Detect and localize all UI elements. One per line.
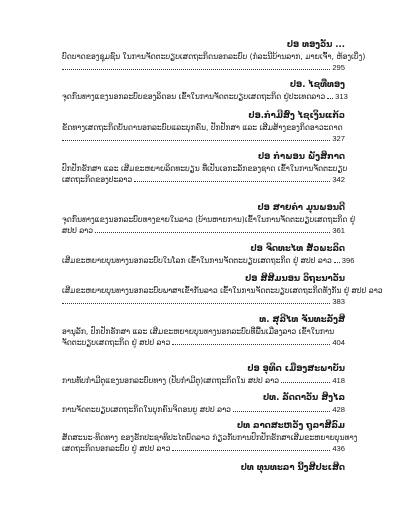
- entry-title: ເສີມຂະຫຍາຍບຸນທາງນອກລະບົບໃນໂລກ ເຂົ້າໃນການຈັດຕະບຽບເສດຖະກິດ ຢູ່ ສປປ ລາວ: [62, 256, 332, 265]
- entry-title: ຈຸດກົນທາງແຂງນອກລະບົບຂອງລິດອນ ເຂົ້າໃນການຈັດຕະບຽບເສດຖະກິດ ຢູ່ປະເທດລາວ: [62, 92, 326, 101]
- entry-author: ປທ ລາດສະຫວັງ ຖູລາສີລົມ: [236, 421, 345, 431]
- entry-title-cont: ເສດຖະກິດນອກລະບົບ ຢູ່ ສປປ ລາວ: [62, 444, 171, 453]
- entry-page-number: 383: [332, 297, 345, 306]
- dot-leader: [62, 140, 330, 141]
- entry-page-number: 313: [335, 92, 348, 101]
- entry-author: ປທ. ລັດດາວັນ ສິງໄລ: [262, 393, 345, 403]
- entry-author: ປອ ຈິດທະໄທ ສັວພະລິດ: [250, 244, 345, 254]
- entry-page-row: [62, 62, 345, 73]
- entry-page-number: 436: [332, 444, 345, 453]
- dot-leader: [95, 232, 330, 233]
- dot-leader: [233, 411, 330, 412]
- entry-page-row: [62, 296, 345, 307]
- toc-entry: [62, 203, 356, 236]
- entry-title: ການທັບກໍາມີຕູແຂງນອກລະບົບທາງ (ປັບກໍາມີຕູ)ເສດຖະກິດໃນ ສປປ ລາວ: [62, 376, 280, 385]
- dot-leader: [134, 181, 330, 182]
- entry-page-number: 295: [332, 63, 345, 72]
- entry-author: ປອ. ໄຊທີ່ທອງ: [289, 80, 345, 90]
- entry-title: ຂັດທາງເສດຖະກິດບັນດານອກລະບົບແລະບຸກຄົນ, ປັກປັກສາ ແລະ ເສີມສ້າງຂອງກິດອາວະດາດ: [62, 123, 343, 132]
- entry-author: ປອ.ກໍາມີສົງ ໄຊເງິນແກ້ວ: [248, 111, 345, 121]
- dot-leader: [62, 303, 330, 304]
- entry-page-number: 396: [341, 256, 355, 265]
- toc-entry: [62, 463, 345, 474]
- entry-title: ປົກປັກຮັກສາ ແລະ ເສີມຂະຫຍາຍລິດທະບຽນ ທີ່ເປັນເອກະລັກຂອງຊາດ ເຂົ້າໃນການຈັດຕະບຽບ: [62, 164, 348, 173]
- toc-entry: [62, 421, 358, 454]
- entry-page-number: 418: [332, 376, 345, 385]
- entry-title-row: [62, 225, 345, 236]
- toc-entry: [62, 244, 355, 266]
- dot-leader: [334, 262, 340, 263]
- dot-leader: [281, 382, 330, 383]
- dot-leader: [62, 69, 330, 70]
- entry-title-cont: ເສດຖະກິດຂອງປະລາວ: [62, 175, 133, 184]
- entry-title-row: [62, 91, 348, 102]
- entry-title: ຈຸດກົນທາງແຂງນອກລະບົບທາງຂາຍໃນລາວ (ບ້ານຫາຍການ)ເຂົ້າໃນການຈັດຕະບຽບເສດຖະກິດ ຢູ່: [62, 215, 356, 224]
- toc-entry: [62, 40, 366, 73]
- entry-title: ອານຸລັກ, ປົກປັກຮັກສາ ແລະ ເສີມຂະຫຍາຍບຸນທາງນອກລະບົບທີ່ພື້ນເມືອງລາວ ເຂົ້າໃນການ: [62, 327, 335, 336]
- toc-entry: [62, 111, 345, 144]
- entry-page-number: 428: [332, 405, 345, 414]
- entry-title-row: [62, 337, 345, 348]
- entry-title: ເສີມຂະຫຍາຍບຸນທາງນອກລະບົບພາສາເຂົ້າກັນລາວ ເຂົ້າໃນການຈັດຕະບຽບເສດຖະກິດທັງກັນ ຢູ່ ສປປ ລາວ: [62, 286, 383, 295]
- toc-entry: [62, 80, 348, 102]
- entry-author: ປອ ອຸທິດ ເມືອງສະພາບັນ: [247, 364, 345, 374]
- entry-title-row: [62, 375, 345, 386]
- entry-author: ປອ ທອງວັນ ...: [286, 40, 345, 50]
- toc-entry: [62, 315, 345, 348]
- entry-author: ປອ ກໍາພອນ ພັງສິກາດ: [258, 152, 345, 162]
- entry-title: ສັດສະນະ-ທິດທາງ ຂອງຮັກປະຊາທິປະໄຕບົດລາວ ກ່ຽວກັບການປົກປັກຮັກສາເສີມຂະຫຍາຍບຸນທາງ: [62, 433, 358, 442]
- entry-page-number: 342: [332, 175, 345, 184]
- entry-page-number: 404: [332, 338, 345, 347]
- entry-author: ປອ ສາຍຄໍາ ມຸນພອນດີ: [257, 203, 345, 213]
- entry-title-cont: ສປປ ລາວ: [62, 226, 94, 235]
- entry-title-cont: ຈັດຕະບຽບເສດຖະກິດ ຢູ່ ສປປ ລາວ: [62, 338, 171, 347]
- entry-title-row: [62, 443, 345, 454]
- entry-title-row: [62, 174, 345, 185]
- toc-entry: [62, 152, 348, 185]
- entry-title-row: [62, 404, 345, 415]
- dot-leader: [172, 344, 330, 345]
- dot-leader: [327, 98, 333, 99]
- entry-page-number: 327: [332, 134, 345, 143]
- entry-page-number: 361: [332, 226, 345, 235]
- entry-page-row: [62, 133, 345, 144]
- entry-author: ທ. ສຸລີໄທ ຈັນທະລັງສີ: [259, 315, 345, 325]
- toc-entry: [62, 393, 345, 415]
- entry-author: ປອ ສີສີມນອນ ວິຖະນາວັນ: [245, 274, 345, 284]
- dot-leader: [172, 450, 330, 451]
- entry-title-row: [62, 255, 355, 266]
- toc-entry: [62, 364, 345, 386]
- toc-entry: [62, 274, 383, 307]
- entry-author: ປທ ທຸນທະລາ ນີ້ງສີປະເສີດ: [240, 463, 345, 473]
- entry-title: ບົດບາດຂອງຊຸມຊົນ ໃນການຈັດຕະບຽບເສດຖະກິດນອກລະບົບ (ກໍລະນີບ້ານລາກ, ມາຍເຈົ້າ, ຫ້ອງເບິ່ງ): [62, 52, 366, 61]
- entry-title: ການຈັດຕະບຽບເສດຖະກິດໃນບຸກຄົນຈິດອນຍູ ສປປ ລາວ: [62, 405, 231, 414]
